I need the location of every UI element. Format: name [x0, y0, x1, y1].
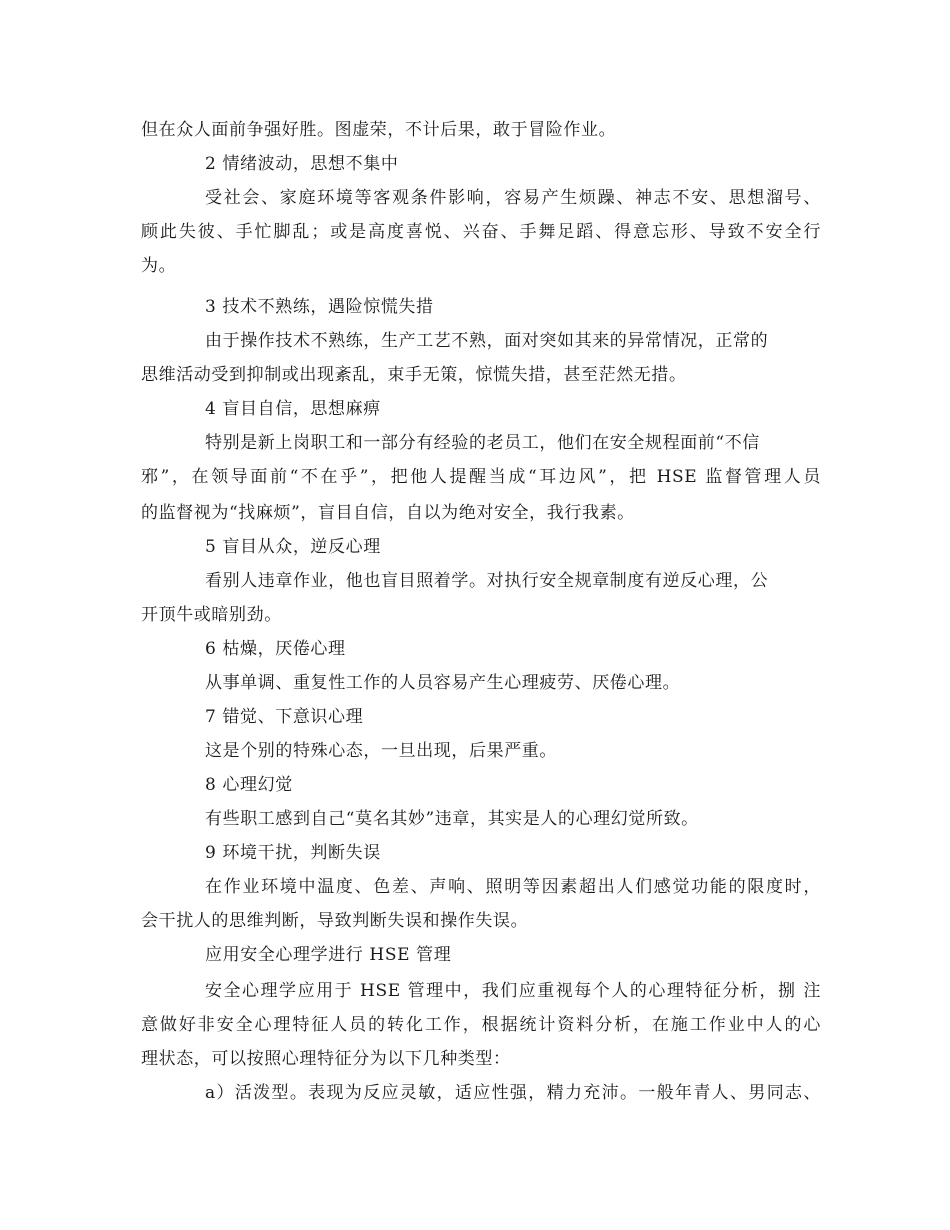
- paragraph-line: 安全心理学应用于 HSE 管理中，我们应重视每个人的心理特征分析，捌 注: [205, 981, 821, 1001]
- paragraph-line: 受社会、家庭环境等客观条件影响，容易产生烦躁、神志不安、思想溜号、: [205, 188, 821, 208]
- section-heading: 8 心理幻觉: [205, 775, 293, 795]
- paragraph-line: 为。: [141, 256, 177, 276]
- paragraph-line: 由于操作技术不熟练，生产工艺不熟，面对突如其来的异常情况，正常的: [205, 331, 769, 351]
- paragraph-line: 会干扰人的思维判断，导致判断失误和操作失误。: [141, 911, 529, 931]
- paragraph-line: 顾此失彼、手忙脚乱；或是高度喜悦、兴奋、手舞足蹈、得意忘形、导致不安全行: [141, 222, 821, 242]
- section-heading: 3 技术不熟练，遇险惊慌失措: [205, 297, 434, 317]
- section-heading: 应用安全心理学进行 HSE 管理: [205, 945, 452, 965]
- paragraph-line: 但在众人面前争强好胜。图虚荣，不计后果，敢于冒险作业。: [141, 120, 617, 140]
- paragraph-line: 开顶牛或暗别劲。: [141, 605, 282, 625]
- paragraph-line: 有些职工感到自己“莫名其妙”违章，其实是人的心理幻觉所致。: [205, 809, 699, 829]
- paragraph-line: 意做好非安全心理特征人员的转化工作，根据统计资料分析，在施工作业中人的心: [141, 1015, 821, 1035]
- paragraph-line: a）活泼型。表现为反应灵敏，适应性强，精力充沛。一般年青人、男同志、: [205, 1083, 821, 1103]
- paragraph-line: 思维活动受到抑制或出现紊乱，束手无策，惊慌失措，甚至茫然无措。: [141, 365, 687, 385]
- paragraph-line: 这是个别的特殊心态，一旦出现，后果严重。: [205, 741, 557, 761]
- paragraph-line: 邪”，在领导面前“不在乎”，把他人提醒当成“耳边风”，把 HSE 监督管理人员: [141, 467, 821, 487]
- section-heading: 2 情绪波动，思想不集中: [205, 154, 399, 174]
- paragraph-line: 在作业环境中温度、色差、声响、照明等因素超出人们感觉功能的限度时，: [205, 877, 821, 897]
- section-heading: 9 环境干扰，判断失误: [205, 843, 381, 863]
- section-heading: 5 盲目从众，逆反心理: [205, 537, 381, 557]
- paragraph-line: 理状态，可以按照心理特征分为以下几种类型：: [141, 1049, 511, 1069]
- paragraph-line: 的监督视为“找麻烦”，盲目自信，自以为绝对安全，我行我素。: [141, 503, 635, 523]
- paragraph-line: 从事单调、重复性工作的人员容易产生心理疲劳、厌倦心理。: [205, 673, 681, 693]
- section-heading: 4 盲目自信，思想麻痹: [205, 399, 381, 419]
- section-heading: 6 枯燥，厌倦心理: [205, 639, 346, 659]
- paragraph-line: 看别人违章作业，他也盲目照着学。对执行安全规章制度有逆反心理，公: [205, 571, 769, 591]
- section-heading: 7 错觉、下意识心理: [205, 707, 364, 727]
- paragraph-line: 特别是新上岗职工和一部分有经验的老员工，他们在安全规程面前“不信: [205, 433, 760, 453]
